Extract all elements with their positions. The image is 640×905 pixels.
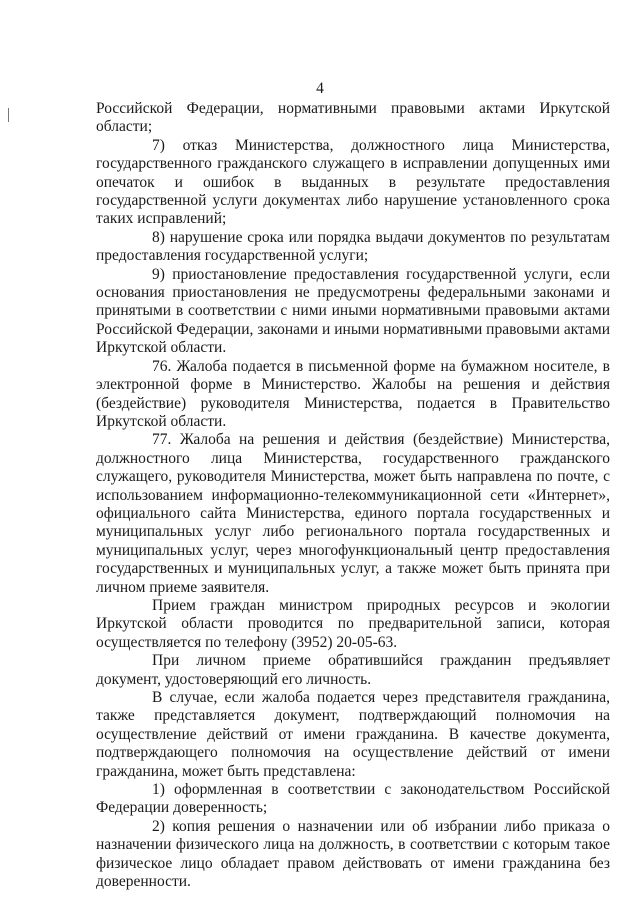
paragraph-item-9: 9) приостановление предоставления государственной услуги, если основания приостановления не предусмотрены федеральными законами и принятыми в соответствии с ними иными нормативными правовыми актами Российской Федерации, законами и иными нормативными правовыми актами Иркутской области. bbox=[96, 265, 610, 357]
paragraph-item-7: 7) отказ Министерства, должностного лица Министерства, государственного гражданского служащего в исправлении допущенных ими опечаток и ошибок в выданных в результате предоставления государственной услуги документах либо нарушение установленного срока таких исправлений; bbox=[96, 136, 610, 228]
margin-mark bbox=[8, 108, 9, 122]
paragraph-reception: Прием граждан министром природных ресурсов и экологии Иркутской области проводится по предварительной записи, которая осуществляется по телефону (3952) 20-05-63. bbox=[96, 596, 610, 651]
paragraph-doc-1: 1) оформленная в соответствии с законодательством Российской Федерации доверенность; bbox=[96, 781, 610, 817]
paragraph-continuation: Российской Федерации, нормативными правовыми актами Иркутской области; bbox=[96, 100, 610, 136]
paragraph-doc-2: 2) копия решения о назначении или об избрании либо приказа о назначении физического лица на должность, в соответствии с которым такое физическое лицо обладает правом действовать от имени гражданина без доверенности. bbox=[96, 817, 610, 891]
paragraph-representative: В случае, если жалоба подается через представителя гражданина, также представляется документ, подтверждающий полномочия на осуществление действий от имени гражданина. В качестве документа, подтверждающего полномочия на осуществление действий от имени гражданина, может быть представлена: bbox=[96, 689, 610, 780]
paragraph-77: 77. Жалоба на решения и действия (бездействие) Министерства, должностного лица Министерства, государственного гражданского служащего, руководителя Министерства, может быть направлена по почте, с использованием информационно-телекоммуникационной сети «Интернет», официального сайта Министерства, единого портала государственных и муниципальных услуг либо регионального портала государственных и муниципальных услуг, через многофункциональный центр предоставления государственных и муниципальных услуг, а также может быть принята при личном приеме заявителя. bbox=[96, 431, 610, 596]
paragraph-76: 76. Жалоба подается в письменной форме на бумажном носителе, в электронной форме в Министерство. Жалобы на решения и действия (бездействие) руководителя Министерства, подается в Правительство Иркутской области. bbox=[96, 357, 610, 430]
paragraph-item-8: 8) нарушение срока или порядка выдачи документов по результатам предоставления государственной услуги; bbox=[96, 228, 610, 265]
page-number: 4 bbox=[316, 80, 324, 97]
paragraph-identity: При личном приеме обратившийся гражданин предъявляет документ, удостоверяющий его личность. bbox=[96, 652, 610, 688]
document-body bbox=[96, 100, 610, 891]
